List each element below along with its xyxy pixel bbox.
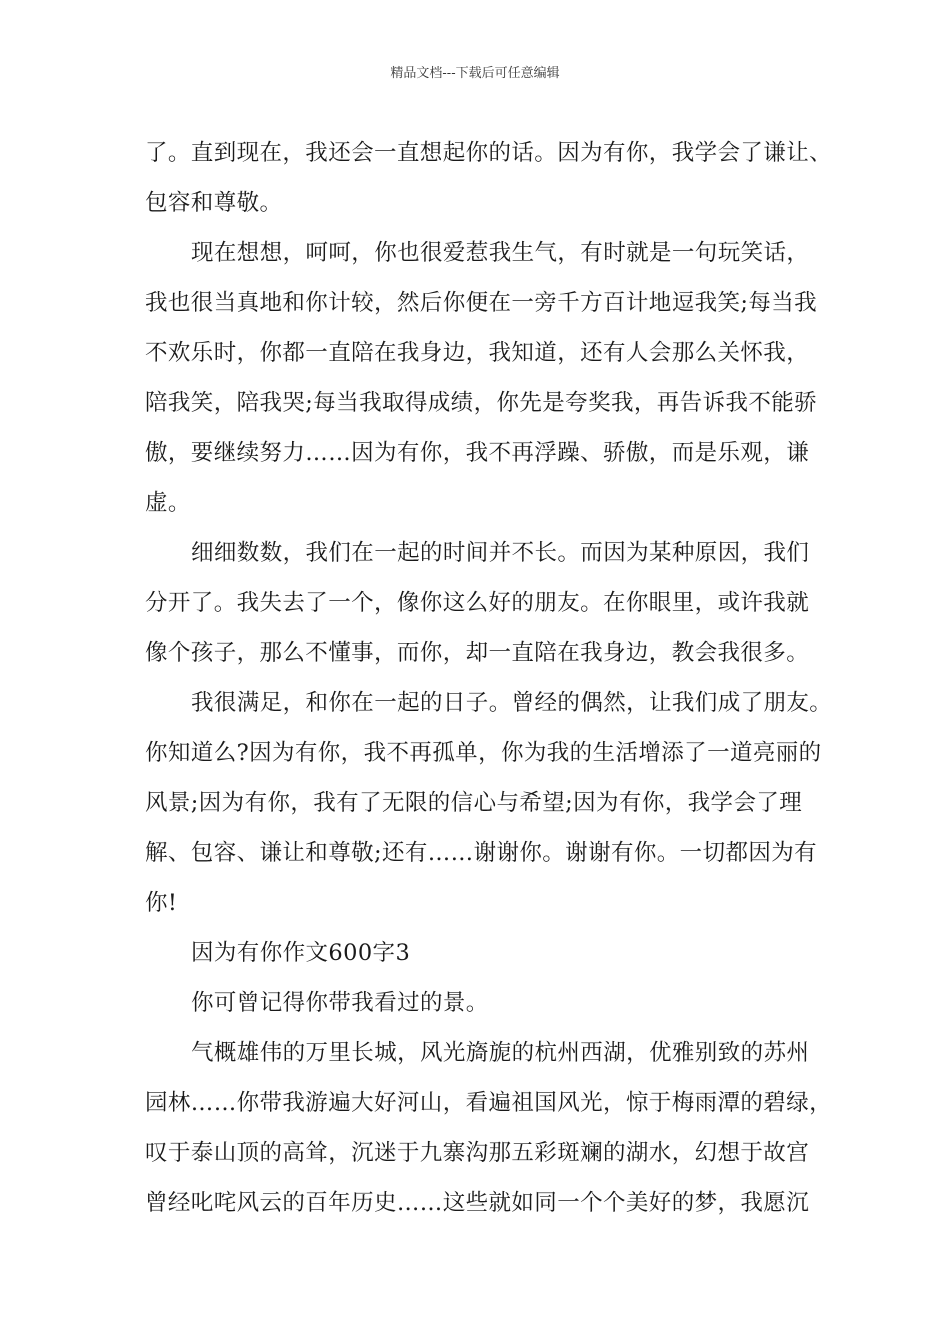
text-line: 叹于泰山顶的高耸，沉迷于九寨沟那五彩斑斓的湖水，幻想于故宫 [145,1140,810,1166]
section-heading: 因为有你作文600字3 [191,940,411,966]
text-line: 现在想想，呵呵，你也很爱惹我生气，有时就是一句玩笑话， [191,240,810,266]
text-line: 你知道么?因为有你，我不再孤单，你为我的生活增添了一道亮丽的 [145,740,822,766]
text-line: 风景;因为有你，我有了无限的信心与希望;因为有你，我学会了理 [145,790,803,816]
text-line: 园林……你带我游遍大好河山，看遍祖国风光，惊于梅雨潭的碧绿， [145,1090,833,1116]
text-line: 了。直到现在，我还会一直想起你的话。因为有你，我学会了谦让、 [145,140,833,166]
text-line: 虚。 [145,490,191,516]
text-line: 分开了。我失去了一个，像你这么好的朋友。在你眼里，或许我就 [145,590,810,616]
text-line: 不欢乐时，你都一直陪在我身边，我知道，还有人会那么关怀我， [145,340,810,366]
text-line: 气概雄伟的万里长城，风光旖旎的杭州西湖，优雅别致的苏州 [191,1040,810,1066]
text-line: 包容和尊敬。 [145,190,283,216]
document-body [145,128,833,1228]
text-line: 你可曾记得你带我看过的景。 [191,990,489,1016]
text-line: 解、包容、谦让和尊敬;还有……谢谢你。谢谢有你。一切都因为有 [145,840,818,866]
text-line: 曾经叱咤风云的百年历史……这些就如同一个个美好的梦，我愿沉 [145,1190,810,1216]
text-line: 傲，要继续努力……因为有你，我不再浮躁、骄傲，而是乐观，谦 [145,440,810,466]
text-line: 我也很当真地和你计较，然后你便在一旁千方百计地逗我笑;每当我 [145,290,818,316]
page-header: 精品文档---下载后可任意编辑 [390,66,560,81]
text-line: 像个孩子，那么不懂事，而你，却一直陪在我身边，教会我很多。 [145,640,810,666]
text-line: 细细数数，我们在一起的时间并不长。而因为某种原因，我们 [191,540,810,566]
text-line: 你! [145,890,178,916]
text-line: 我很满足，和你在一起的日子。曾经的偶然，让我们成了朋友。 [191,690,833,716]
text-line: 陪我笑，陪我哭;每当我取得成绩，你先是夸奖我，再告诉我不能骄 [145,390,818,416]
